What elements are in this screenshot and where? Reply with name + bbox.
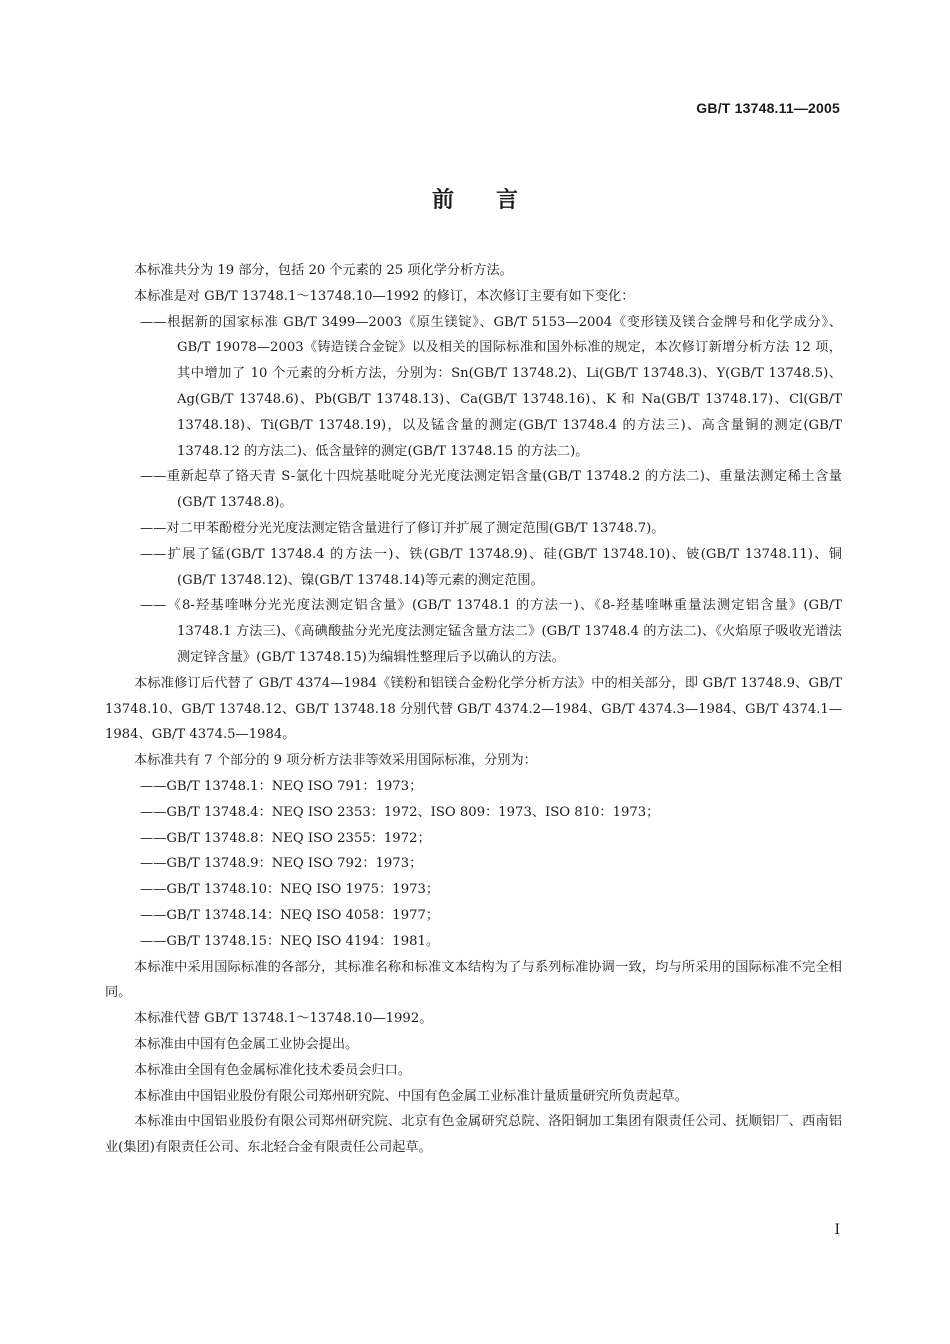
list-item: ——对二甲苯酚橙分光光度法测定锆含量进行了修订并扩展了测定范围(GB/T 13748.7)。 [140,520,665,536]
reference-item: ——GB/T 13748.14：NEQ ISO 4058：1977； [140,907,440,923]
page-title: 前言 [431,188,560,213]
list-item: ——扩展了锰(GB/T 13748.4 的方法一)、铁(GB/T 13748.9)、硅(GB/T 13748.10)、铍(GB/T 13748.11)、铜(GB/T 13748.12)、镍(GB/T 13748.14)等元素的测定范围。 [140,546,842,588]
reference-item: ——GB/T 13748.9：NEQ ISO 792：1973； [140,856,423,872]
paragraph: 本标准由中国铝业股份有限公司郑州研究院、北京有色金属研究总院、洛阳铜加工集团有限责任公司、抚顺铝厂、西南铝业(集团)有限责任公司、东北轻合金有限责任公司起草。 [105,1114,842,1156]
list-item: ——根据新的国家标准 GB/T 3499—2003《原生镁锭》、GB/T 5153—2004《变形镁及镁合金牌号和化学成分》、GB/T 19078—2003《铸造镁合金锭》以及相关的国际标准和国外标准的规定，本次修订新增分析方法 12 项，其中增加了 10 个元素的分析方法，分别为：Sn(GB/T 13748.2)、Li(GB/T 13748.3)、Y(GB/T 13748.5)、Ag(GB/T 13748.6)、Pb(GB/T 13748.13)、Ca(GB/T 13748.16)、K 和 Na(GB/T 13748.17)、Cl(GB/T 13748.18)、Ti(GB/T 13748.19)，以及锰含量的测定(GB/T 13748.4 的方法三)、高含量铜的测定(GB/T 13748.12 的方法二)、低含量锌的测定(GB/T 13748.15 的方法二)。 [140,314,842,459]
paragraph: 本标准是对 GB/T 13748.1～13748.10—1992 的修订，本次修订主要有如下变化： [134,288,635,304]
page-number: I [834,1222,840,1238]
reference-item: ——GB/T 13748.4：NEQ ISO 2353：1972、ISO 809：1973、ISO 810：1973； [140,804,660,820]
reference-item: ——GB/T 13748.15：NEQ ISO 4194：1981。 [140,933,440,949]
list-item: ——《8-羟基喹啉分光光度法测定铝含量》(GB/T 13748.1 的方法一)、《8-羟基喹啉重量法测定铝含量》(GB/T 13748.1 方法三)、《高碘酸盐分光光度法测定锰含量方法二》(GB/T 13748.4 的方法二)、《火焰原子吸收光谱法测定锌含量》(GB/T 13748.15)为编辑性整理后予以确认的方法。 [140,598,842,665]
paragraph: 本标准由中国铝业股份有限公司郑州研究院、中国有色金属工业标准计量质量研究所负责起草。 [134,1088,688,1104]
foreword-body [105,258,842,1161]
paragraph: 本标准中采用国际标准的各部分，其标准名称和标准文本结构为了与系列标准协调一致，均与所采用的国际标准不完全相同。 [105,959,842,1001]
paragraph: 本标准代替 GB/T 13748.1～13748.10—1992。 [134,1011,433,1027]
paragraph: 本标准共有 7 个部分的 9 项分析方法非等效采用国际标准，分别为： [134,753,537,769]
list-item: ——重新起草了铬天青 S-氯化十四烷基吡啶分光光度法测定铝含量(GB/T 13748.2 的方法二)、重量法测定稀土含量(GB/T 13748.8)。 [140,469,842,511]
reference-item: ——GB/T 13748.10：NEQ ISO 1975：1973； [140,882,440,898]
reference-item: ——GB/T 13748.8：NEQ ISO 2355：1972； [140,830,431,846]
paragraph: 本标准由全国有色金属标准化技术委员会归口。 [134,1062,411,1078]
reference-item: ——GB/T 13748.1：NEQ ISO 791：1973； [140,778,423,794]
paragraph: 本标准共分为 19 部分，包括 20 个元素的 25 项化学分析方法。 [134,263,513,278]
paragraph: 本标准由中国有色金属工业协会提出。 [134,1036,359,1052]
standard-number: GB/T 13748.11—2005 [696,100,840,116]
paragraph: 本标准修订后代替了 GB/T 4374—1984《镁粉和铝镁合金粉化学分析方法》中的相关部分，即 GB/T 13748.9、GB/T 13748.10、GB/T 13748.12、GB/T 13748.18 分别代替 GB/T 4374.2—1984、GB/T 4374.3—1984、GB/T 4374.1—1984、GB/T 4374.5—1984。 [105,675,842,743]
